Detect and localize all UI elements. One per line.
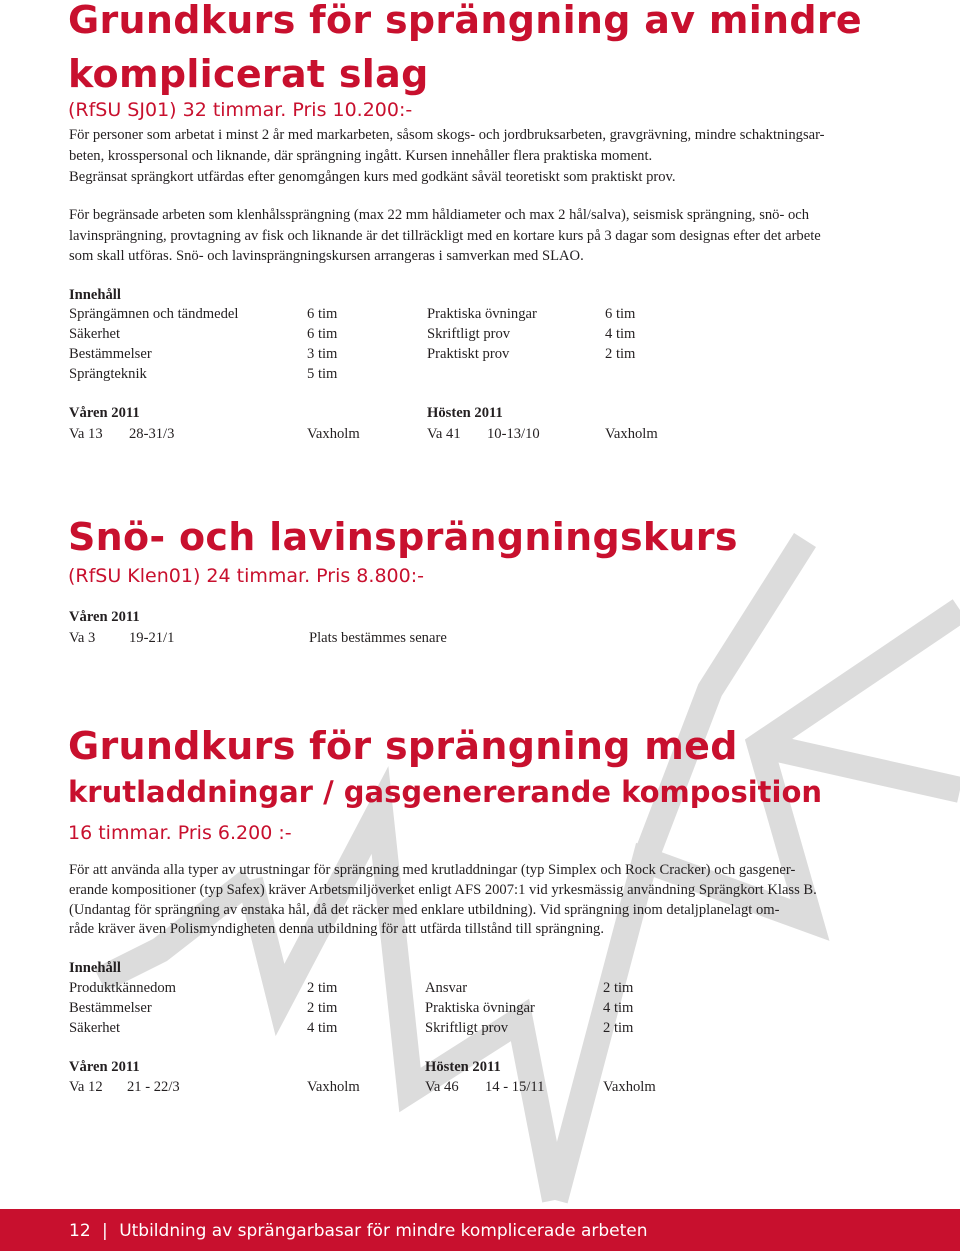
footer-separator: | <box>102 1221 108 1241</box>
section3-spring-heading: Våren 2011 <box>69 1059 140 1075</box>
section1-intro-line2: beten, krosspersonal och liknande, där sprängning ingått. Kursen innehåller flera praktiska moment. <box>69 148 653 164</box>
section1-title-line1: Grundkurs för sprängning av mindre <box>68 0 863 42</box>
footer-text <box>69 1220 648 1242</box>
section1-autumn-heading: Hösten 2011 <box>427 405 503 421</box>
contents-item-hours: 2 tim <box>307 1000 338 1016</box>
schedule-dates: 10-13/10 <box>487 426 540 442</box>
section3-para-line3: (Undantag för sprängning av enstaka hål, då det räcker med enklare utbildning). Vid sprängning inom detaljplanelagt om- <box>69 902 780 918</box>
schedule-dates: 19-21/1 <box>129 630 175 646</box>
section3-title-line1: Grundkurs för sprängning med <box>68 724 738 768</box>
schedule-place: Plats bestämmes senare <box>309 630 447 646</box>
contents-item-hours: 2 tim <box>603 1020 634 1036</box>
schedule-week: Va 46 <box>425 1079 459 1095</box>
contents-item-label: Ansvar <box>425 980 468 996</box>
section3-meta: 16 timmar. Pris 6.200 :- <box>68 822 292 844</box>
section1-para2-line1: För begränsade arbeten som klenhålssprängning (max 22 mm håldiameter och max 2 hål/salva), seismisk sprängning, snö- och <box>69 207 810 223</box>
contents-item-label: Skriftligt prov <box>427 326 511 342</box>
contents-item-hours: 2 tim <box>307 980 338 996</box>
schedule-week: Va 41 <box>427 426 461 442</box>
section1-intro-line1: För personer som arbetat i minst 2 år med markarbeten, såsom skogs- och jordbruksarbeten, gravgrävning, mindre schaktningsar- <box>69 127 825 143</box>
schedule-place: Vaxholm <box>605 426 658 442</box>
contents-item-label: Praktiska övningar <box>425 1000 535 1016</box>
contents-item-hours: 4 tim <box>605 326 636 342</box>
footer-bar <box>0 1209 960 1251</box>
contents-item-hours: 4 tim <box>603 1000 634 1016</box>
contents-item-hours: 3 tim <box>307 346 338 362</box>
contents-item-label: Bestämmelser <box>69 346 152 362</box>
section3-autumn-heading: Hösten 2011 <box>425 1059 501 1075</box>
contents-item-hours: 2 tim <box>605 346 636 362</box>
contents-item-label: Säkerhet <box>69 1020 121 1036</box>
section3-para-line2: erande kompositioner (typ Safex) kräver Arbetsmiljöverket enligt AFS 2007:1 vid yrkesmässig användning Sprängkort Klass B. <box>69 882 817 898</box>
contents-item-hours: 6 tim <box>605 306 636 322</box>
section3-para-line1: För att använda alla typer av utrustningar för sprängning med krutladdningar (typ Simplex och Rock Cracker) och gasgener- <box>69 862 796 878</box>
schedule-place: Vaxholm <box>603 1079 656 1095</box>
schedule-dates: 14 - 15/11 <box>485 1079 545 1095</box>
section1-title-line2: komplicerat slag <box>68 52 429 96</box>
contents-item-label: Praktiska övningar <box>427 306 537 322</box>
section2-title: Snö- och lavinsprängningskurs <box>68 515 738 559</box>
contents-item-hours: 6 tim <box>307 326 338 342</box>
contents-item-hours: 6 tim <box>307 306 338 322</box>
contents-item-hours: 4 tim <box>307 1020 338 1036</box>
schedule-week: Va 3 <box>69 630 96 646</box>
section2-spring-heading: Våren 2011 <box>69 609 140 625</box>
schedule-place: Vaxholm <box>307 1079 360 1095</box>
schedule-week: Va 13 <box>69 426 103 442</box>
section1-para2-line3: som skall utföras. Snö- och lavinsprängningskursen arrangeras i samverkan med SLAO. <box>69 248 584 264</box>
contents-item-label: Produktkännedom <box>69 980 177 996</box>
contents-item-label: Bestämmelser <box>69 1000 152 1016</box>
section1-para2-line2: lavinsprängning, provtagning av fisk och liknande är det tillräckligt med en kortare kurs på 3 dagar som designas efter det arbete <box>69 228 821 244</box>
section1-spring-heading: Våren 2011 <box>69 405 140 421</box>
contents-item-label: Sprängämnen och tändmedel <box>69 306 239 322</box>
schedule-week: Va 12 <box>69 1079 103 1095</box>
section3-contents-heading: Innehåll <box>69 960 121 976</box>
contents-item-label: Praktiskt prov <box>427 346 510 362</box>
schedule-dates: 28-31/3 <box>129 426 175 442</box>
contents-item-hours: 2 tim <box>603 980 634 996</box>
schedule-dates: 21 - 22/3 <box>127 1079 180 1095</box>
section3-title-line2: krutladdningar / gasgenererande komposition <box>68 775 823 809</box>
section1-intro-line3: Begränsat sprängkort utfärdas efter genomgången kurs med godkänt såväl teoretiskt som praktiskt prov. <box>69 169 676 185</box>
contents-item-label: Sprängteknik <box>69 366 147 382</box>
page-number: 12 <box>69 1221 91 1241</box>
schedule-place: Vaxholm <box>307 426 360 442</box>
section1-meta: (RfSU SJ01) 32 timmar. Pris 10.200:- <box>68 99 413 121</box>
footer-title: Utbildning av sprängarbasar för mindre komplicerade arbeten <box>119 1221 648 1241</box>
section3-para-line4: råde kräver även Polismyndigheten denna utbildning för att utfärda tillstånd till sprängning. <box>69 921 604 937</box>
section1-contents-heading: Innehåll <box>69 287 121 303</box>
section2-meta: (RfSU Klen01) 24 timmar. Pris 8.800:- <box>68 565 424 587</box>
contents-item-label: Skriftligt prov <box>425 1020 509 1036</box>
contents-item-hours: 5 tim <box>307 366 338 382</box>
contents-item-label: Säkerhet <box>69 326 121 342</box>
